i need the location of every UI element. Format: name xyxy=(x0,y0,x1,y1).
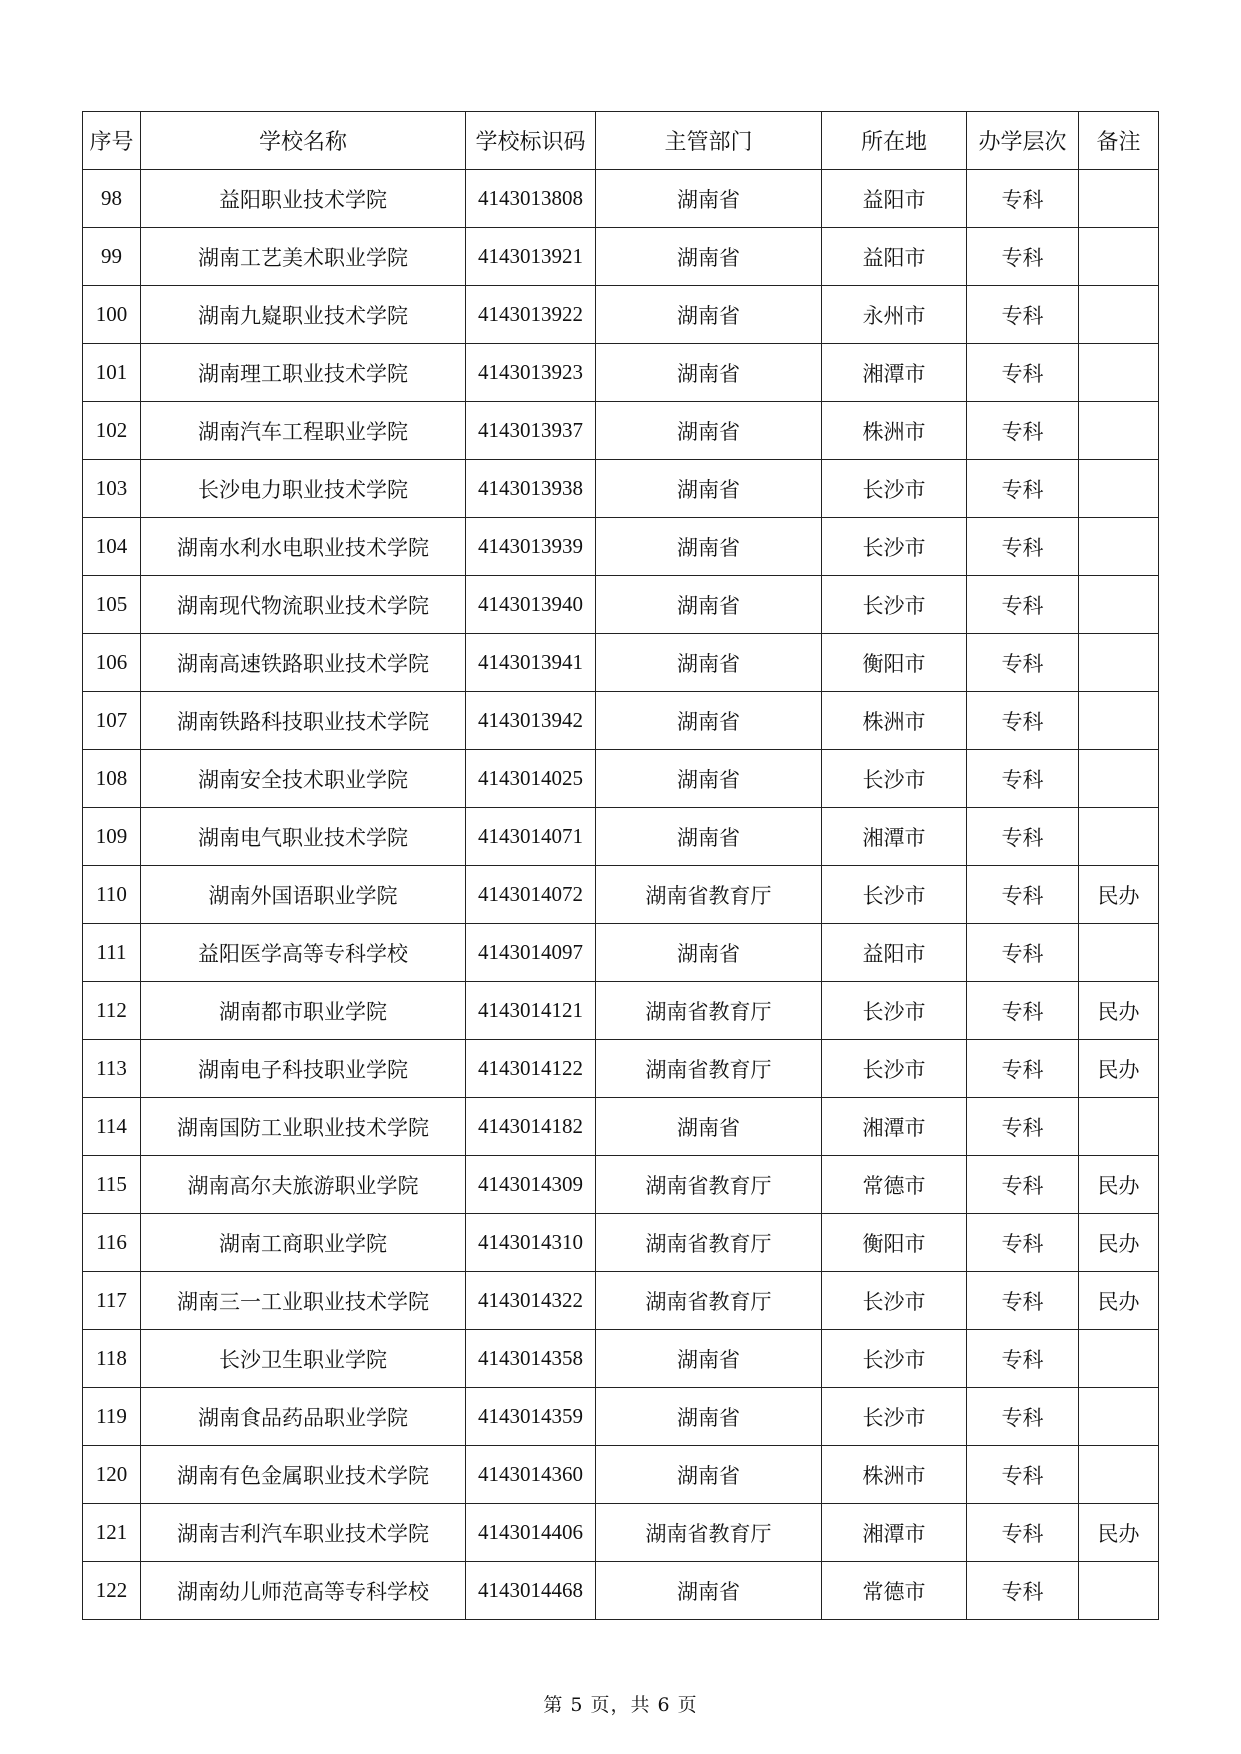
cell-school-name: 湖南电子科技职业学院 xyxy=(141,1040,466,1098)
cell-location: 永州市 xyxy=(822,286,967,344)
cell-level: 专科 xyxy=(967,808,1079,866)
cell-school-code: 4143013808 xyxy=(466,170,596,228)
cell-note xyxy=(1079,924,1159,982)
table-row xyxy=(83,634,1159,692)
table-row xyxy=(83,1330,1159,1388)
table-row xyxy=(83,1098,1159,1156)
cell-location: 益阳市 xyxy=(822,228,967,286)
cell-level: 专科 xyxy=(967,634,1079,692)
cell-seq: 121 xyxy=(83,1504,141,1562)
cell-school-code: 4143014406 xyxy=(466,1504,596,1562)
cell-seq: 99 xyxy=(83,228,141,286)
cell-seq: 110 xyxy=(83,866,141,924)
table-row xyxy=(83,286,1159,344)
cell-school-name: 湖南工艺美术职业学院 xyxy=(141,228,466,286)
cell-note: 民办 xyxy=(1079,982,1159,1040)
cell-department: 湖南省 xyxy=(596,460,822,518)
cell-department: 湖南省 xyxy=(596,518,822,576)
cell-school-name: 湖南电气职业技术学院 xyxy=(141,808,466,866)
school-list-table xyxy=(82,111,1159,1620)
table-row xyxy=(83,750,1159,808)
cell-school-name: 湖南食品药品职业学院 xyxy=(141,1388,466,1446)
cell-school-name: 湖南现代物流职业技术学院 xyxy=(141,576,466,634)
cell-school-code: 4143014309 xyxy=(466,1156,596,1214)
table-row xyxy=(83,924,1159,982)
cell-location: 长沙市 xyxy=(822,518,967,576)
cell-department: 湖南省 xyxy=(596,228,822,286)
cell-seq: 116 xyxy=(83,1214,141,1272)
cell-department: 湖南省 xyxy=(596,1388,822,1446)
cell-level: 专科 xyxy=(967,1330,1079,1388)
cell-school-code: 4143014360 xyxy=(466,1446,596,1504)
cell-seq: 107 xyxy=(83,692,141,750)
cell-note xyxy=(1079,1446,1159,1504)
cell-school-name: 湖南吉利汽车职业技术学院 xyxy=(141,1504,466,1562)
cell-department: 湖南省教育厅 xyxy=(596,1504,822,1562)
cell-department: 湖南省 xyxy=(596,1446,822,1504)
cell-seq: 114 xyxy=(83,1098,141,1156)
cell-level: 专科 xyxy=(967,924,1079,982)
cell-seq: 120 xyxy=(83,1446,141,1504)
cell-department: 湖南省 xyxy=(596,692,822,750)
cell-school-name: 湖南外国语职业学院 xyxy=(141,866,466,924)
cell-school-code: 4143014182 xyxy=(466,1098,596,1156)
cell-school-name: 益阳医学高等专科学校 xyxy=(141,924,466,982)
header-note: 备注 xyxy=(1079,112,1159,170)
cell-note xyxy=(1079,286,1159,344)
cell-level: 专科 xyxy=(967,402,1079,460)
cell-school-name: 长沙电力职业技术学院 xyxy=(141,460,466,518)
table-row xyxy=(83,228,1159,286)
cell-location: 长沙市 xyxy=(822,1272,967,1330)
cell-department: 湖南省 xyxy=(596,286,822,344)
cell-school-code: 4143014122 xyxy=(466,1040,596,1098)
table-row xyxy=(83,1272,1159,1330)
cell-level: 专科 xyxy=(967,576,1079,634)
cell-seq: 115 xyxy=(83,1156,141,1214)
cell-school-code: 4143014322 xyxy=(466,1272,596,1330)
cell-school-code: 4143013942 xyxy=(466,692,596,750)
cell-school-code: 4143014359 xyxy=(466,1388,596,1446)
cell-department: 湖南省 xyxy=(596,1098,822,1156)
cell-school-code: 4143014468 xyxy=(466,1562,596,1620)
cell-location: 湘潭市 xyxy=(822,1504,967,1562)
cell-location: 株洲市 xyxy=(822,402,967,460)
cell-location: 株洲市 xyxy=(822,692,967,750)
table-row xyxy=(83,344,1159,402)
cell-location: 益阳市 xyxy=(822,924,967,982)
cell-department: 湖南省 xyxy=(596,170,822,228)
table-row xyxy=(83,982,1159,1040)
header-seq: 序号 xyxy=(83,112,141,170)
cell-note xyxy=(1079,1098,1159,1156)
cell-location: 长沙市 xyxy=(822,1040,967,1098)
header-school-code: 学校标识码 xyxy=(466,112,596,170)
table-row xyxy=(83,1562,1159,1620)
cell-note: 民办 xyxy=(1079,1272,1159,1330)
header-location: 所在地 xyxy=(822,112,967,170)
header-level: 办学层次 xyxy=(967,112,1079,170)
table-row xyxy=(83,1504,1159,1562)
cell-department: 湖南省教育厅 xyxy=(596,982,822,1040)
page-footer: 第 5 页，共 6 页 xyxy=(543,1694,698,1716)
cell-seq: 112 xyxy=(83,982,141,1040)
cell-location: 常德市 xyxy=(822,1562,967,1620)
table-row xyxy=(83,808,1159,866)
cell-school-name: 湖南都市职业学院 xyxy=(141,982,466,1040)
cell-note xyxy=(1079,750,1159,808)
cell-note xyxy=(1079,1330,1159,1388)
cell-level: 专科 xyxy=(967,1504,1079,1562)
cell-school-name: 湖南有色金属职业技术学院 xyxy=(141,1446,466,1504)
cell-seq: 117 xyxy=(83,1272,141,1330)
cell-note xyxy=(1079,1388,1159,1446)
cell-level: 专科 xyxy=(967,866,1079,924)
cell-school-code: 4143014072 xyxy=(466,866,596,924)
cell-level: 专科 xyxy=(967,1040,1079,1098)
cell-note xyxy=(1079,576,1159,634)
cell-school-code: 4143013921 xyxy=(466,228,596,286)
cell-department: 湖南省 xyxy=(596,808,822,866)
cell-seq: 122 xyxy=(83,1562,141,1620)
cell-seq: 102 xyxy=(83,402,141,460)
cell-location: 湘潭市 xyxy=(822,344,967,402)
cell-note: 民办 xyxy=(1079,1040,1159,1098)
cell-location: 长沙市 xyxy=(822,1388,967,1446)
cell-seq: 101 xyxy=(83,344,141,402)
cell-school-code: 4143013937 xyxy=(466,402,596,460)
cell-level: 专科 xyxy=(967,692,1079,750)
cell-seq: 105 xyxy=(83,576,141,634)
cell-location: 常德市 xyxy=(822,1156,967,1214)
cell-department: 湖南省教育厅 xyxy=(596,1214,822,1272)
cell-location: 长沙市 xyxy=(822,1330,967,1388)
cell-seq: 109 xyxy=(83,808,141,866)
table-row xyxy=(83,1040,1159,1098)
table-row xyxy=(83,1156,1159,1214)
cell-location: 长沙市 xyxy=(822,750,967,808)
cell-note xyxy=(1079,1562,1159,1620)
cell-seq: 103 xyxy=(83,460,141,518)
cell-school-name: 湖南工商职业学院 xyxy=(141,1214,466,1272)
cell-department: 湖南省 xyxy=(596,924,822,982)
cell-level: 专科 xyxy=(967,1388,1079,1446)
cell-school-name: 湖南铁路科技职业技术学院 xyxy=(141,692,466,750)
cell-level: 专科 xyxy=(967,170,1079,228)
cell-department: 湖南省教育厅 xyxy=(596,866,822,924)
table-header-row xyxy=(83,112,1159,170)
cell-note: 民办 xyxy=(1079,866,1159,924)
cell-department: 湖南省 xyxy=(596,634,822,692)
table-row xyxy=(83,518,1159,576)
cell-school-code: 4143014121 xyxy=(466,982,596,1040)
cell-location: 湘潭市 xyxy=(822,1098,967,1156)
cell-level: 专科 xyxy=(967,982,1079,1040)
cell-department: 湖南省 xyxy=(596,402,822,460)
cell-school-code: 4143014310 xyxy=(466,1214,596,1272)
header-department: 主管部门 xyxy=(596,112,822,170)
header-school-name: 学校名称 xyxy=(141,112,466,170)
cell-school-name: 湖南汽车工程职业学院 xyxy=(141,402,466,460)
cell-school-name: 湖南幼儿师范高等专科学校 xyxy=(141,1562,466,1620)
cell-location: 长沙市 xyxy=(822,460,967,518)
table-row xyxy=(83,1446,1159,1504)
cell-level: 专科 xyxy=(967,750,1079,808)
cell-school-code: 4143013941 xyxy=(466,634,596,692)
cell-level: 专科 xyxy=(967,1156,1079,1214)
cell-school-name: 湖南国防工业职业技术学院 xyxy=(141,1098,466,1156)
cell-school-name: 湖南水利水电职业技术学院 xyxy=(141,518,466,576)
cell-seq: 118 xyxy=(83,1330,141,1388)
cell-note xyxy=(1079,692,1159,750)
table-row xyxy=(83,1214,1159,1272)
cell-location: 益阳市 xyxy=(822,170,967,228)
cell-level: 专科 xyxy=(967,344,1079,402)
cell-seq: 104 xyxy=(83,518,141,576)
table-row xyxy=(83,402,1159,460)
cell-location: 株洲市 xyxy=(822,1446,967,1504)
cell-location: 长沙市 xyxy=(822,576,967,634)
cell-note: 民办 xyxy=(1079,1504,1159,1562)
cell-note: 民办 xyxy=(1079,1156,1159,1214)
cell-level: 专科 xyxy=(967,1272,1079,1330)
cell-note xyxy=(1079,518,1159,576)
table-row xyxy=(83,576,1159,634)
cell-seq: 98 xyxy=(83,170,141,228)
cell-school-code: 4143013940 xyxy=(466,576,596,634)
table-row xyxy=(83,460,1159,518)
table-row xyxy=(83,170,1159,228)
cell-school-name: 湖南九嶷职业技术学院 xyxy=(141,286,466,344)
cell-department: 湖南省教育厅 xyxy=(596,1156,822,1214)
cell-note xyxy=(1079,402,1159,460)
cell-school-code: 4143014071 xyxy=(466,808,596,866)
cell-seq: 119 xyxy=(83,1388,141,1446)
cell-school-name: 湖南高尔夫旅游职业学院 xyxy=(141,1156,466,1214)
cell-level: 专科 xyxy=(967,1098,1079,1156)
table-row xyxy=(83,866,1159,924)
cell-department: 湖南省 xyxy=(596,1330,822,1388)
cell-level: 专科 xyxy=(967,1214,1079,1272)
cell-school-code: 4143014025 xyxy=(466,750,596,808)
cell-seq: 111 xyxy=(83,924,141,982)
cell-location: 湘潭市 xyxy=(822,808,967,866)
cell-department: 湖南省 xyxy=(596,750,822,808)
cell-school-name: 益阳职业技术学院 xyxy=(141,170,466,228)
cell-department: 湖南省教育厅 xyxy=(596,1040,822,1098)
cell-note xyxy=(1079,808,1159,866)
cell-note: 民办 xyxy=(1079,1214,1159,1272)
cell-school-code: 4143013939 xyxy=(466,518,596,576)
cell-department: 湖南省 xyxy=(596,344,822,402)
cell-level: 专科 xyxy=(967,228,1079,286)
cell-school-code: 4143013938 xyxy=(466,460,596,518)
cell-location: 长沙市 xyxy=(822,982,967,1040)
cell-location: 长沙市 xyxy=(822,866,967,924)
cell-seq: 100 xyxy=(83,286,141,344)
cell-school-code: 4143013923 xyxy=(466,344,596,402)
cell-note xyxy=(1079,344,1159,402)
cell-note xyxy=(1079,634,1159,692)
cell-school-name: 湖南高速铁路职业技术学院 xyxy=(141,634,466,692)
table-body xyxy=(83,170,1159,1620)
cell-level: 专科 xyxy=(967,1562,1079,1620)
cell-level: 专科 xyxy=(967,286,1079,344)
cell-level: 专科 xyxy=(967,1446,1079,1504)
cell-level: 专科 xyxy=(967,518,1079,576)
cell-school-name: 长沙卫生职业学院 xyxy=(141,1330,466,1388)
cell-level: 专科 xyxy=(967,460,1079,518)
table-row xyxy=(83,692,1159,750)
cell-department: 湖南省 xyxy=(596,1562,822,1620)
cell-school-name: 湖南安全技术职业学院 xyxy=(141,750,466,808)
cell-seq: 108 xyxy=(83,750,141,808)
cell-department: 湖南省 xyxy=(596,576,822,634)
cell-location: 衡阳市 xyxy=(822,1214,967,1272)
cell-school-name: 湖南理工职业技术学院 xyxy=(141,344,466,402)
cell-seq: 113 xyxy=(83,1040,141,1098)
cell-note xyxy=(1079,228,1159,286)
table-row xyxy=(83,1388,1159,1446)
cell-school-code: 4143013922 xyxy=(466,286,596,344)
cell-note xyxy=(1079,460,1159,518)
cell-school-code: 4143014097 xyxy=(466,924,596,982)
cell-department: 湖南省教育厅 xyxy=(596,1272,822,1330)
cell-location: 衡阳市 xyxy=(822,634,967,692)
cell-note xyxy=(1079,170,1159,228)
cell-school-code: 4143014358 xyxy=(466,1330,596,1388)
cell-school-name: 湖南三一工业职业技术学院 xyxy=(141,1272,466,1330)
cell-seq: 106 xyxy=(83,634,141,692)
